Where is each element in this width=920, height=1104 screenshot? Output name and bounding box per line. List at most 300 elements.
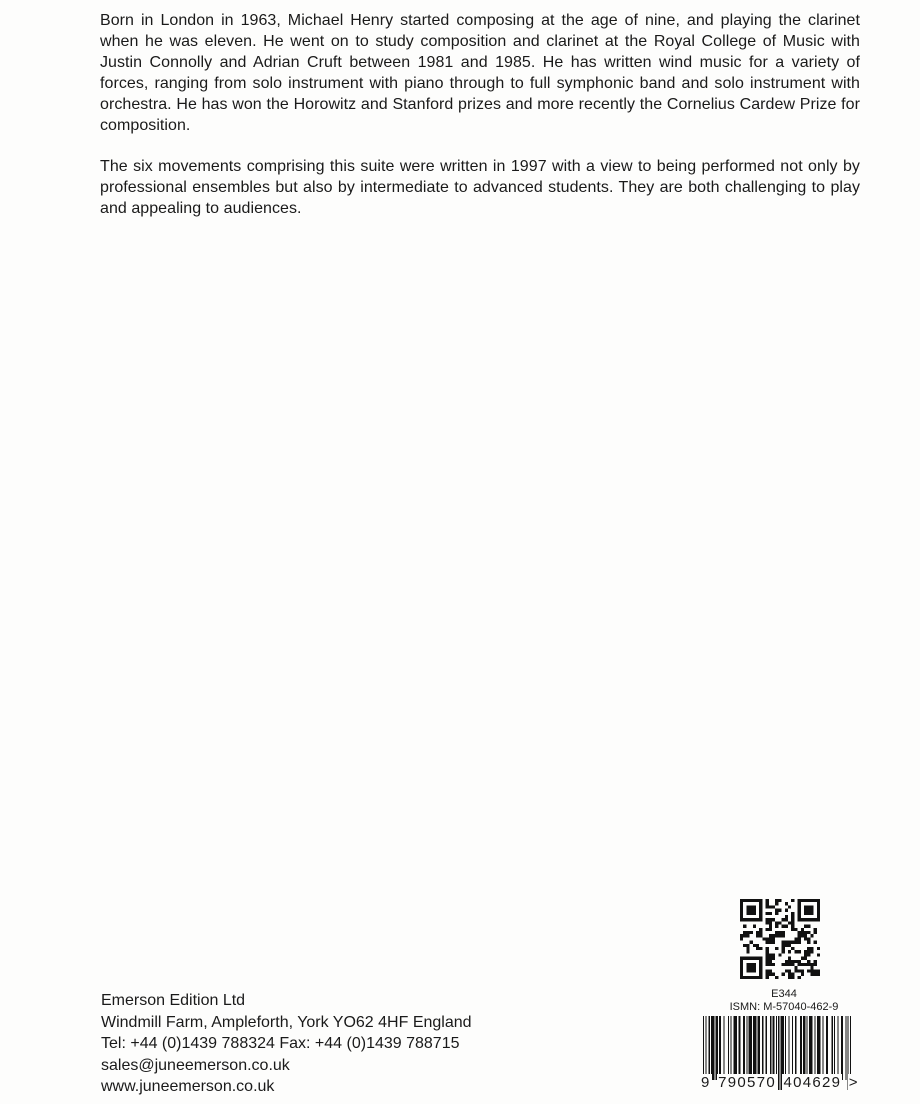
qr-module bbox=[785, 960, 788, 963]
qr-module bbox=[782, 950, 785, 953]
qr-module bbox=[804, 934, 807, 937]
qr-module bbox=[798, 912, 801, 915]
qr-module bbox=[753, 909, 756, 912]
qr-module bbox=[756, 918, 759, 921]
barcode-bar bbox=[743, 1016, 745, 1080]
qr-module bbox=[759, 957, 762, 960]
qr-module bbox=[753, 918, 756, 921]
barcode-bar bbox=[834, 1016, 835, 1080]
qr-module bbox=[775, 934, 778, 937]
qr-module bbox=[743, 976, 746, 979]
qr-module bbox=[785, 925, 788, 928]
qr-module bbox=[814, 973, 817, 976]
qr-module bbox=[746, 905, 749, 908]
qr-module bbox=[766, 950, 769, 953]
qr-module bbox=[769, 953, 772, 956]
barcode-bar bbox=[753, 1016, 756, 1080]
qr-module bbox=[807, 931, 810, 934]
qr-module bbox=[753, 925, 756, 928]
qr-module bbox=[766, 953, 769, 956]
qr-module bbox=[798, 960, 801, 963]
qr-module bbox=[740, 976, 743, 979]
qr-module bbox=[778, 931, 781, 934]
qr-module bbox=[814, 899, 817, 902]
qr-module bbox=[807, 925, 810, 928]
qr-module bbox=[794, 941, 797, 944]
qr-module bbox=[746, 899, 749, 902]
qr-module bbox=[804, 937, 807, 940]
qr-module bbox=[814, 960, 817, 963]
qr-module bbox=[766, 947, 769, 950]
qr-module bbox=[782, 934, 785, 937]
qr-module bbox=[756, 944, 759, 947]
qr-module bbox=[750, 957, 753, 960]
qr-module bbox=[746, 976, 749, 979]
qr-module bbox=[817, 973, 820, 976]
qr-module bbox=[750, 969, 753, 972]
qr-module bbox=[788, 969, 791, 972]
qr-module bbox=[817, 947, 820, 950]
qr-module bbox=[759, 963, 762, 966]
qr-module bbox=[750, 909, 753, 912]
publisher-email[interactable]: sales@juneemerson.co.uk bbox=[101, 1056, 290, 1074]
qr-module bbox=[791, 973, 794, 976]
qr-module bbox=[782, 918, 785, 921]
qr-module bbox=[766, 921, 769, 924]
qr-module bbox=[801, 931, 804, 934]
barcode-bar bbox=[716, 1016, 718, 1080]
barcode-bar bbox=[738, 1016, 740, 1080]
qr-module bbox=[740, 909, 743, 912]
qr-module bbox=[766, 957, 769, 960]
qr-module bbox=[778, 899, 781, 902]
qr-module bbox=[746, 912, 749, 915]
qr-module bbox=[788, 941, 791, 944]
qr-module bbox=[791, 912, 794, 915]
qr-module bbox=[766, 899, 769, 902]
barcode-end-mark: > bbox=[848, 1074, 859, 1091]
qr-module bbox=[746, 947, 749, 950]
qr-module bbox=[810, 912, 813, 915]
barcode-bar bbox=[711, 1016, 714, 1080]
qr-module bbox=[804, 905, 807, 908]
qr-module bbox=[746, 944, 749, 947]
qr-module bbox=[740, 934, 743, 937]
qr-module bbox=[772, 905, 775, 908]
qr-module bbox=[791, 976, 794, 979]
qr-module bbox=[769, 912, 772, 915]
barcode-bar bbox=[800, 1016, 802, 1080]
qr-module bbox=[759, 909, 762, 912]
qr-module bbox=[794, 928, 797, 931]
qr-module bbox=[801, 928, 804, 931]
qr-module bbox=[810, 909, 813, 912]
qr-module bbox=[788, 950, 791, 953]
qr-module bbox=[817, 909, 820, 912]
qr-module bbox=[769, 918, 772, 921]
qr-module bbox=[750, 966, 753, 969]
barcode-right-group: 404629 bbox=[783, 1074, 842, 1091]
qr-module bbox=[750, 905, 753, 908]
qr-module bbox=[759, 918, 762, 921]
qr-module bbox=[759, 912, 762, 915]
ismn-number: ISMN: M-57040-462-9 bbox=[729, 1001, 839, 1013]
qr-module bbox=[801, 969, 804, 972]
barcode-bar bbox=[758, 1016, 760, 1080]
qr-module bbox=[766, 905, 769, 908]
qr-module bbox=[772, 937, 775, 940]
qr-module bbox=[740, 966, 743, 969]
barcode-bar bbox=[709, 1016, 710, 1080]
publisher-website[interactable]: www.juneemerson.co.uk bbox=[101, 1078, 275, 1095]
qr-module bbox=[753, 944, 756, 947]
qr-module bbox=[794, 960, 797, 963]
barcode-bar bbox=[807, 1016, 808, 1080]
qr-module bbox=[785, 941, 788, 944]
qr-module bbox=[794, 950, 797, 953]
qr-module bbox=[807, 941, 810, 944]
qr-module bbox=[798, 931, 801, 934]
qr-module bbox=[791, 899, 794, 902]
barcode-bar bbox=[841, 1016, 843, 1080]
qr-module bbox=[740, 969, 743, 972]
qr-module bbox=[746, 957, 749, 960]
qr-module bbox=[804, 918, 807, 921]
qr-module bbox=[778, 921, 781, 924]
qr-module bbox=[766, 918, 769, 921]
qr-module bbox=[810, 905, 813, 908]
qr-module bbox=[778, 934, 781, 937]
qr-module bbox=[788, 976, 791, 979]
qr-module bbox=[785, 918, 788, 921]
barcode-bar bbox=[719, 1016, 721, 1080]
qr-module bbox=[804, 950, 807, 953]
qr-module bbox=[743, 925, 746, 928]
publisher-name: Emerson Edition Ltd bbox=[101, 992, 246, 1009]
qr-module bbox=[772, 918, 775, 921]
barcode-bar bbox=[845, 1016, 846, 1080]
qr-module bbox=[759, 928, 762, 931]
qr-module bbox=[798, 905, 801, 908]
qr-module bbox=[801, 934, 804, 937]
qr-module bbox=[791, 941, 794, 944]
qr-module bbox=[804, 953, 807, 956]
qr-module bbox=[807, 912, 810, 915]
qr-module bbox=[807, 937, 810, 940]
qr-module bbox=[766, 937, 769, 940]
qr-module bbox=[759, 960, 762, 963]
qr-module bbox=[753, 957, 756, 960]
qr-module bbox=[798, 909, 801, 912]
qr-module bbox=[740, 902, 743, 905]
qr-module bbox=[750, 918, 753, 921]
barcode-bar bbox=[762, 1016, 763, 1080]
qr-module bbox=[785, 969, 788, 972]
qr-module bbox=[814, 931, 817, 934]
barcode-bar bbox=[817, 1016, 820, 1080]
qr-module bbox=[759, 915, 762, 918]
qr-module bbox=[817, 915, 820, 918]
barcode-bar bbox=[803, 1016, 805, 1080]
qr-module bbox=[743, 931, 746, 934]
qr-module bbox=[766, 912, 769, 915]
qr-module bbox=[759, 966, 762, 969]
qr-module bbox=[814, 963, 817, 966]
catalogue-number: E344 bbox=[771, 988, 797, 1000]
qr-module bbox=[772, 957, 775, 960]
qr-module bbox=[740, 973, 743, 976]
qr-module bbox=[772, 963, 775, 966]
qr-module bbox=[810, 973, 813, 976]
qr-module bbox=[785, 909, 788, 912]
qr-module bbox=[791, 947, 794, 950]
qr-module bbox=[772, 953, 775, 956]
barcode-left-group: 790570 bbox=[718, 1074, 776, 1091]
barcode-bar bbox=[795, 1016, 796, 1080]
qr-module bbox=[804, 925, 807, 928]
qr-module bbox=[766, 902, 769, 905]
qr-module bbox=[746, 909, 749, 912]
qr-module bbox=[775, 899, 778, 902]
qr-module bbox=[775, 976, 778, 979]
qr-module bbox=[782, 944, 785, 947]
qr-module bbox=[743, 918, 746, 921]
qr-module bbox=[766, 960, 769, 963]
qr-module bbox=[743, 934, 746, 937]
qr-module bbox=[798, 969, 801, 972]
qr-module bbox=[804, 931, 807, 934]
barcode-digits bbox=[700, 1075, 870, 1091]
qr-module bbox=[750, 963, 753, 966]
qr-module bbox=[782, 963, 785, 966]
qr-module bbox=[775, 909, 778, 912]
qr-module bbox=[753, 969, 756, 972]
qr-module bbox=[772, 973, 775, 976]
publisher-phone-fax: Tel: +44 (0)1439 788324 Fax: +44 (0)1439 788715 bbox=[101, 1035, 460, 1052]
qr-module bbox=[746, 966, 749, 969]
qr-module bbox=[743, 899, 746, 902]
publisher-block bbox=[101, 990, 521, 1098]
qr-module bbox=[746, 969, 749, 972]
barcode-bar bbox=[815, 1016, 816, 1080]
barcode-bar bbox=[766, 1016, 767, 1080]
qr-module bbox=[769, 963, 772, 966]
qr-module bbox=[782, 973, 785, 976]
qr-module bbox=[810, 947, 813, 950]
qr-module bbox=[769, 941, 772, 944]
qr-module bbox=[798, 937, 801, 940]
qr-module bbox=[759, 902, 762, 905]
qr-module bbox=[810, 950, 813, 953]
biography-paragraph: Born in London in 1963, Michael Henry started composing at the age of nine, and playing the clarinet when he was eleven. He went on to study composition and clarinet at the Royal College of Music with Justin Connolly and Adrian Cruft between 1981 and 1985. He has written wind music for a variety of forces, ranging from solo instrument with piano through to full symphonic band and solo instrument with orchestra. He has won the Horowitz and Stanford prizes and more recently the Cornelius Cardew Prize for composition. bbox=[100, 12, 860, 134]
qr-module bbox=[769, 928, 772, 931]
qr-module bbox=[769, 969, 772, 972]
qr-module bbox=[769, 905, 772, 908]
barcode-bar bbox=[772, 1016, 774, 1080]
qr-module bbox=[810, 899, 813, 902]
barcode-bar bbox=[723, 1016, 724, 1080]
qr-module bbox=[756, 931, 759, 934]
barcode-bar bbox=[837, 1016, 838, 1080]
qr-module bbox=[746, 931, 749, 934]
qr-module bbox=[791, 928, 794, 931]
qr-module bbox=[746, 950, 749, 953]
barcode-bar bbox=[826, 1016, 828, 1080]
qr-module bbox=[766, 963, 769, 966]
product-codes bbox=[704, 988, 864, 1014]
qr-module bbox=[810, 969, 813, 972]
qr-module bbox=[791, 963, 794, 966]
qr-module bbox=[807, 918, 810, 921]
qr-module bbox=[798, 963, 801, 966]
qr-module bbox=[753, 966, 756, 969]
qr-module bbox=[750, 899, 753, 902]
qr-module bbox=[769, 925, 772, 928]
qr-module bbox=[807, 909, 810, 912]
qr-module bbox=[794, 966, 797, 969]
qr-module bbox=[804, 909, 807, 912]
qr-module bbox=[772, 941, 775, 944]
qr-code-icon[interactable] bbox=[740, 899, 820, 979]
barcode-bar bbox=[788, 1016, 789, 1080]
qr-module bbox=[740, 918, 743, 921]
qr-module bbox=[798, 934, 801, 937]
qr-module bbox=[759, 973, 762, 976]
qr-module bbox=[766, 941, 769, 944]
qr-module bbox=[788, 960, 791, 963]
qr-module bbox=[810, 918, 813, 921]
qr-module bbox=[766, 969, 769, 972]
qr-module bbox=[791, 915, 794, 918]
qr-module bbox=[750, 931, 753, 934]
qr-module bbox=[807, 950, 810, 953]
qr-module bbox=[791, 925, 794, 928]
barcode-bar bbox=[734, 1016, 737, 1080]
qr-module bbox=[775, 912, 778, 915]
qr-module bbox=[753, 976, 756, 979]
qr-module bbox=[807, 947, 810, 950]
qr-module bbox=[740, 915, 743, 918]
qr-module bbox=[801, 957, 804, 960]
qr-module bbox=[810, 934, 813, 937]
qr-module bbox=[775, 931, 778, 934]
qr-module bbox=[759, 931, 762, 934]
qr-module bbox=[778, 953, 781, 956]
qr-module bbox=[750, 912, 753, 915]
qr-module bbox=[775, 947, 778, 950]
qr-module bbox=[798, 918, 801, 921]
qr-module bbox=[801, 973, 804, 976]
qr-module bbox=[810, 963, 813, 966]
qr-module bbox=[798, 976, 801, 979]
qr-module bbox=[807, 969, 810, 972]
qr-module bbox=[759, 976, 762, 979]
qr-module bbox=[817, 969, 820, 972]
qr-module bbox=[775, 902, 778, 905]
qr-module bbox=[817, 918, 820, 921]
qr-module bbox=[756, 899, 759, 902]
qr-module bbox=[807, 899, 810, 902]
qr-module bbox=[791, 921, 794, 924]
qr-module bbox=[746, 963, 749, 966]
qr-module bbox=[788, 973, 791, 976]
qr-module bbox=[756, 934, 759, 937]
qr-module bbox=[759, 905, 762, 908]
qr-module bbox=[804, 912, 807, 915]
qr-module bbox=[740, 905, 743, 908]
qr-module bbox=[778, 909, 781, 912]
qr-module bbox=[817, 953, 820, 956]
qr-module bbox=[788, 963, 791, 966]
qr-module bbox=[801, 899, 804, 902]
qr-module bbox=[756, 957, 759, 960]
qr-module bbox=[740, 937, 743, 940]
qr-module bbox=[750, 976, 753, 979]
qr-module bbox=[782, 931, 785, 934]
qr-module bbox=[759, 969, 762, 972]
qr-module bbox=[807, 953, 810, 956]
qr-module bbox=[807, 905, 810, 908]
qr-module bbox=[753, 899, 756, 902]
barcode-bar bbox=[809, 1016, 812, 1080]
qr-module bbox=[775, 921, 778, 924]
qr-module bbox=[785, 915, 788, 918]
qr-module bbox=[759, 947, 762, 950]
qr-module bbox=[740, 957, 743, 960]
qr-module bbox=[762, 937, 765, 940]
qr-module bbox=[801, 963, 804, 966]
qr-module bbox=[817, 905, 820, 908]
qr-module bbox=[766, 928, 769, 931]
qr-module bbox=[782, 947, 785, 950]
qr-module bbox=[753, 905, 756, 908]
qr-module bbox=[798, 950, 801, 953]
qr-module bbox=[769, 921, 772, 924]
qr-module bbox=[743, 957, 746, 960]
qr-module bbox=[794, 937, 797, 940]
qr-module bbox=[788, 905, 791, 908]
qr-module bbox=[769, 960, 772, 963]
qr-module bbox=[769, 973, 772, 976]
qr-module bbox=[791, 918, 794, 921]
qr-module bbox=[801, 918, 804, 921]
barcode-bar bbox=[746, 1016, 747, 1080]
qr-module bbox=[798, 902, 801, 905]
barcode-bar bbox=[770, 1016, 771, 1080]
qr-module bbox=[810, 966, 813, 969]
qr-module bbox=[798, 899, 801, 902]
qr-module bbox=[746, 918, 749, 921]
barcode-bar bbox=[785, 1016, 786, 1080]
qr-module bbox=[750, 941, 753, 944]
qr-module bbox=[804, 899, 807, 902]
qr-module bbox=[814, 918, 817, 921]
qr-module bbox=[772, 934, 775, 937]
qr-module bbox=[753, 912, 756, 915]
qr-module bbox=[817, 902, 820, 905]
qr-module bbox=[740, 963, 743, 966]
qr-module bbox=[798, 915, 801, 918]
qr-module bbox=[798, 941, 801, 944]
barcode-bar bbox=[832, 1016, 833, 1080]
qr-module bbox=[785, 944, 788, 947]
qr-module bbox=[804, 963, 807, 966]
barcode-first-digit: 9 bbox=[701, 1074, 711, 1091]
barcode-bar bbox=[749, 1016, 752, 1080]
qr-module bbox=[740, 912, 743, 915]
qr-module bbox=[785, 902, 788, 905]
qr-module bbox=[817, 912, 820, 915]
